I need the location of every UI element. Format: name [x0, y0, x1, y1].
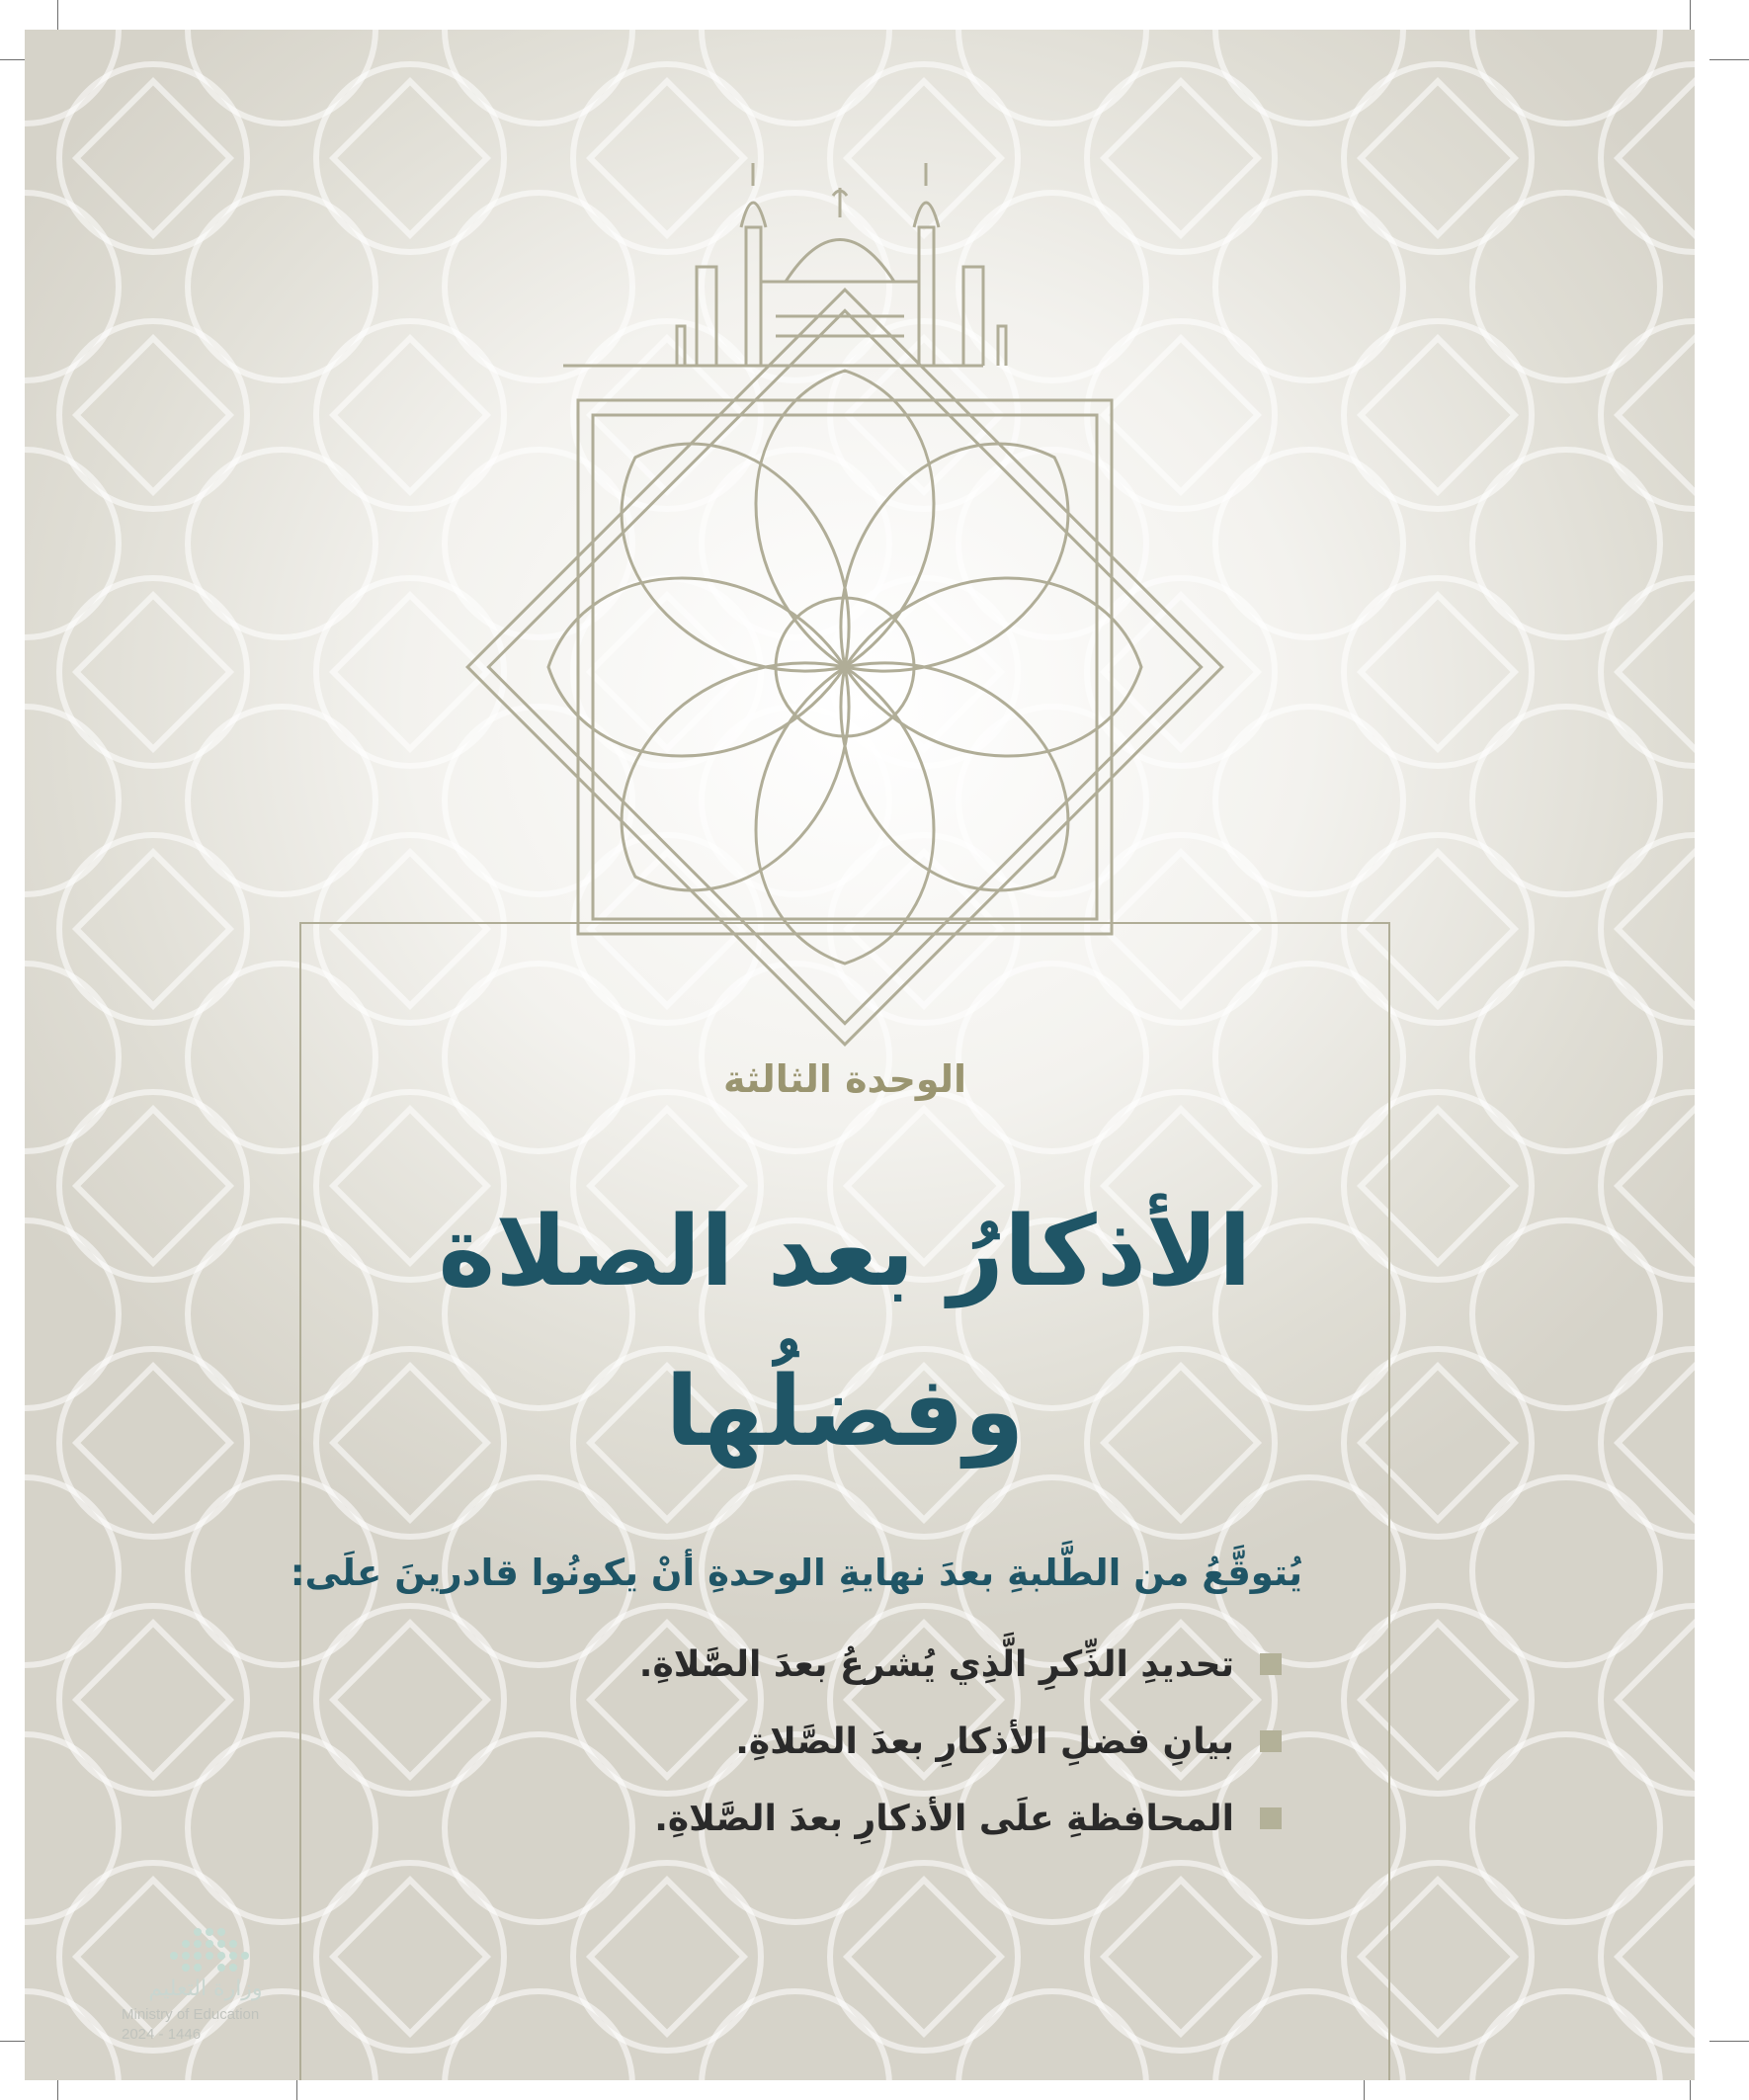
square-bullet-icon: [1260, 1653, 1282, 1675]
learning-objective-text: تحديدِ الذِّكرِ الَّذِي يُشرعُ بعدَ الصَّلاةِ.: [638, 1643, 1234, 1685]
edition-year: 2024 - 1446: [122, 2026, 202, 2043]
ministry-name-arabic: وزارة التعليم: [148, 1976, 263, 2001]
unit-title-line-2: وفضلُها: [665, 1356, 1025, 1469]
learning-objective-text: المحافظةِ علَى الأذكارِ بعدَ الصَّلاةِ.: [654, 1798, 1234, 1839]
cover-panel: [25, 30, 1695, 2080]
ministry-name-english: Ministry of Education: [122, 2006, 260, 2023]
square-bullet-icon: [1260, 1730, 1282, 1752]
learning-outcomes-intro: يُتوقَّعُ من الطَّلبةِ بعدَ نهايةِ الوحدةِ أنْ يكونُوا قادرينَ علَى:: [290, 1552, 1302, 1594]
learning-objective: [293, 1703, 1282, 1780]
learning-objective: [293, 1780, 1282, 1857]
learning-objectives-list: [293, 1626, 1282, 1857]
crop-mark: [1709, 59, 1749, 60]
learning-objective-text: بيانِ فضلِ الأذكارِ بعدَ الصَّلاةِ.: [735, 1721, 1234, 1762]
unit-label: الوحدة الثالثة: [722, 1057, 967, 1101]
learning-objective: [293, 1626, 1282, 1703]
mosque-icon: [563, 163, 1006, 366]
square-bullet-icon: [1260, 1807, 1282, 1829]
unit-title-line-1: الأذكارُ بعد الصلاة: [438, 1196, 1252, 1308]
crop-mark: [1709, 2041, 1749, 2042]
